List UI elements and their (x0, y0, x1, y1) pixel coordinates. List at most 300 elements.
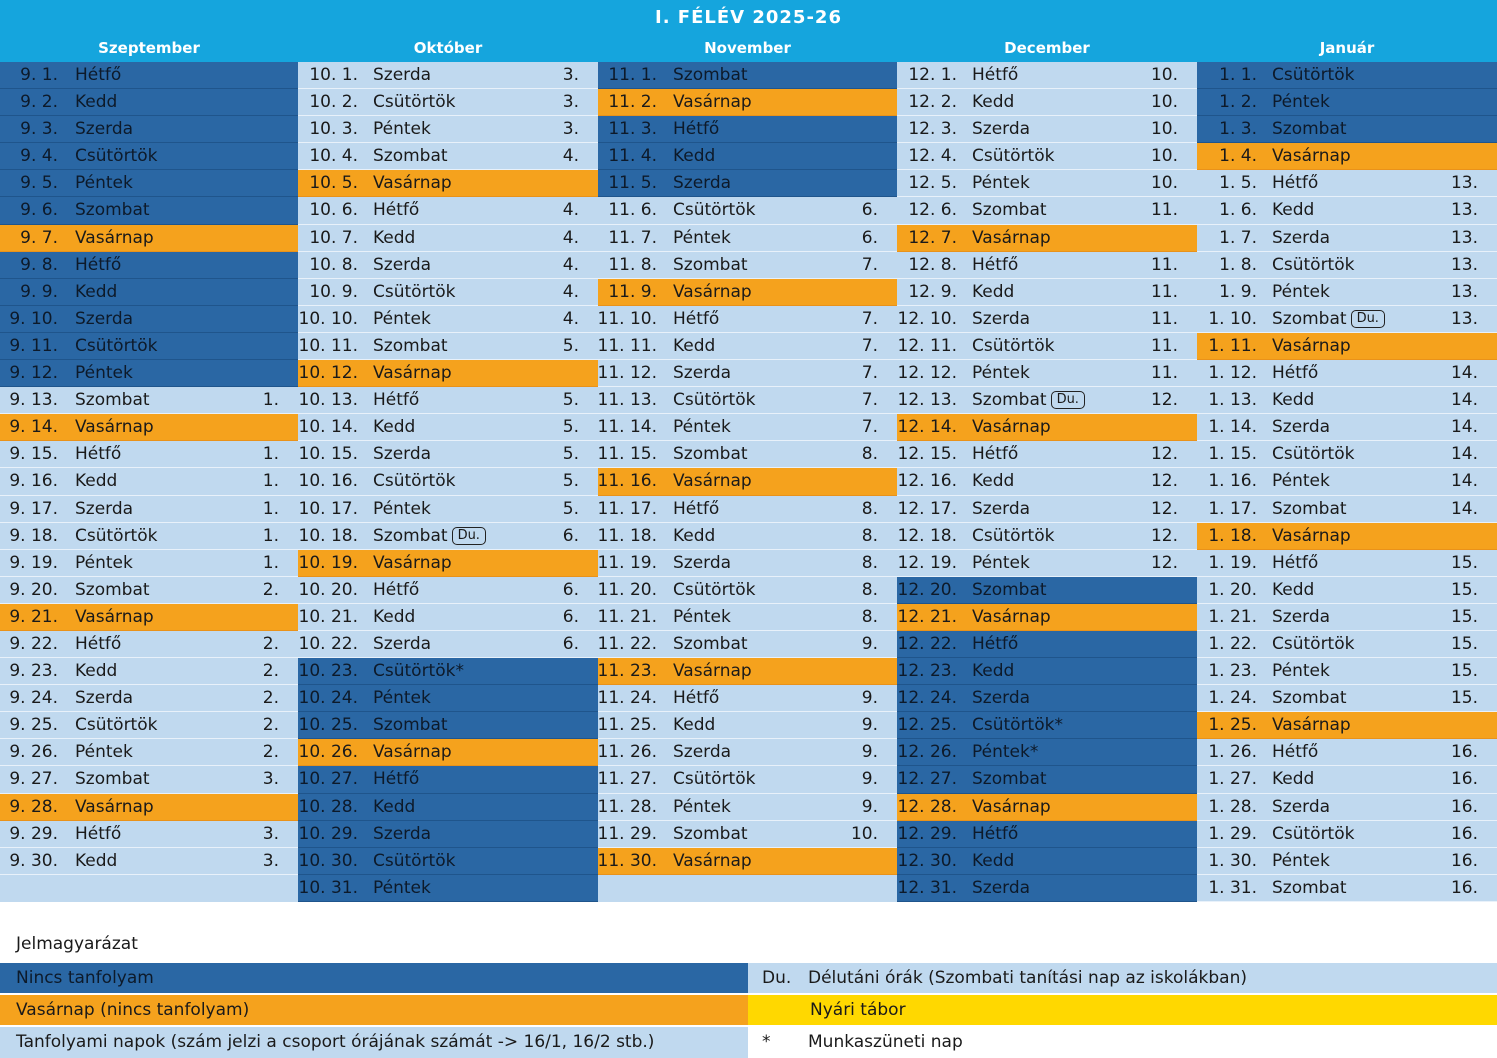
day-weekday (972, 116, 1030, 143)
weekday-label: Csütörtök* (972, 715, 1063, 736)
day-row (1197, 604, 1497, 631)
weekday-label: Vasárnap (373, 173, 452, 194)
group-lesson-number: 9. (861, 633, 878, 654)
day-date: 9. 28. (9, 796, 58, 817)
day-weekday (673, 414, 731, 441)
day-date: 12. 21. (897, 606, 957, 627)
day-weekday (373, 821, 431, 848)
day-row (897, 306, 1197, 333)
weekday-label: Vasárnap (673, 471, 752, 492)
day-weekday (75, 848, 117, 875)
day-weekday (1272, 468, 1330, 495)
weekday-label: Szerda (373, 823, 432, 844)
day-row (897, 468, 1197, 495)
weekday-label: Csütörtök (1272, 823, 1355, 844)
day-weekday (373, 739, 452, 766)
group-lesson-number: 3. (562, 119, 579, 140)
day-row (0, 739, 298, 766)
day-row (0, 116, 298, 143)
day-row (298, 414, 598, 441)
day-row (897, 197, 1197, 224)
weekday-label: Hétfő (75, 444, 122, 465)
group-lesson-number: 6. (562, 633, 579, 654)
group-lesson-number: 15. (1450, 606, 1478, 627)
day-weekday (673, 225, 731, 252)
day-weekday (373, 550, 452, 577)
day-row (298, 197, 598, 224)
group-lesson-number: 13. (1450, 173, 1478, 194)
day-weekday (75, 577, 150, 604)
day-date: 11. 20. (597, 579, 657, 600)
day-weekday (673, 197, 755, 224)
weekday-label: Csütörtök (75, 146, 158, 167)
day-weekday (373, 306, 431, 333)
legend-star-symbol: * (762, 1032, 771, 1052)
day-weekday (373, 333, 448, 360)
day-date: 12. 14. (897, 417, 957, 438)
day-date: 12. 27. (897, 769, 957, 790)
day-weekday (1272, 89, 1330, 116)
day-weekday (673, 468, 752, 495)
weekday-label: Kedd (373, 606, 416, 627)
weekday-label: Vasárnap (373, 552, 452, 573)
day-date: 10. 8. (309, 254, 358, 275)
month-header: Október (298, 34, 598, 62)
day-weekday (75, 658, 117, 685)
weekday-label: Szombat (373, 525, 448, 546)
day-row (298, 279, 598, 306)
day-weekday (673, 848, 752, 875)
weekday-label: Csütörtök (75, 715, 158, 736)
day-row (897, 496, 1197, 523)
group-lesson-number: 11. (1150, 308, 1178, 329)
day-date: 12. 25. (897, 715, 957, 736)
weekday-label: Szombat (1272, 498, 1347, 519)
day-row (897, 62, 1197, 89)
weekday-label: Csütörtök (673, 390, 756, 411)
weekday-label: Szombat (75, 579, 150, 600)
weekday-label: Hétfő (673, 498, 720, 519)
group-lesson-number: 12. (1150, 390, 1178, 411)
day-weekday (75, 387, 150, 414)
weekday-label: Csütörtök (673, 769, 756, 790)
day-row (0, 279, 298, 306)
weekday-label: Vasárnap (1272, 335, 1351, 356)
day-date: 1. 3. (1219, 119, 1257, 140)
day-row (1197, 306, 1497, 333)
weekday-label: Hétfő (972, 444, 1019, 465)
afternoon-badge: Du. (1351, 310, 1385, 328)
group-lesson-number: 16. (1450, 742, 1478, 763)
empty-row (598, 875, 897, 902)
day-date: 10. 1. (309, 65, 358, 85)
group-lesson-number: 6. (861, 200, 878, 221)
group-lesson-number: 8. (861, 444, 878, 465)
weekday-label: Vasárnap (75, 606, 154, 627)
group-lesson-number: 9. (861, 688, 878, 709)
day-row (897, 739, 1197, 766)
day-row (598, 306, 897, 333)
day-weekday (1272, 794, 1330, 821)
day-date: 10. 23. (298, 661, 358, 682)
day-row (897, 550, 1197, 577)
day-row (0, 360, 298, 387)
day-date: 9. 29. (9, 823, 58, 844)
group-lesson-number: 4. (562, 308, 579, 329)
day-row (0, 197, 298, 224)
day-date: 11. 29. (597, 823, 657, 844)
day-date: 1. 18. (1208, 525, 1257, 546)
weekday-label: Csütörtök (972, 146, 1055, 167)
weekday-label: Csütörtök (1272, 633, 1355, 654)
day-weekday (75, 550, 133, 577)
day-row (0, 414, 298, 441)
day-date: 12. 15. (897, 444, 957, 465)
weekday-label: Péntek* (972, 742, 1039, 763)
weekday-label: Hétfő (373, 579, 420, 600)
legend-star-text: Munkaszüneti nap (808, 1032, 963, 1052)
day-date: 12. 28. (897, 796, 957, 817)
day-date: 9. 9. (20, 281, 58, 302)
day-date: 9. 27. (9, 769, 58, 790)
day-date: 11. 18. (597, 525, 657, 546)
legend-title: Jelmagyarázat (16, 934, 138, 954)
day-weekday (972, 170, 1030, 197)
day-weekday (75, 739, 133, 766)
day-date: 9. 2. (20, 92, 58, 113)
day-date: 12. 16. (897, 471, 957, 492)
weekday-label: Szerda (972, 688, 1031, 709)
day-date: 10. 7. (309, 227, 358, 248)
weekday-label: Szombat (1272, 308, 1347, 329)
day-row (298, 712, 598, 739)
weekday-label: Szombat (373, 335, 448, 356)
weekday-label: Szombat (1272, 119, 1347, 140)
day-date: 10. 31. (298, 877, 358, 898)
day-date: 12. 30. (897, 850, 957, 871)
day-row (897, 143, 1197, 170)
day-row (298, 523, 598, 550)
day-date: 9. 22. (9, 633, 58, 654)
day-date: 10. 22. (298, 633, 358, 654)
weekday-label: Csütörtök (373, 471, 456, 492)
group-lesson-number: 2. (262, 715, 279, 736)
day-row (897, 794, 1197, 821)
day-date: 1. 14. (1208, 417, 1257, 438)
day-row (1197, 712, 1497, 739)
day-date: 10. 19. (298, 552, 358, 573)
weekday-label: Szerda (972, 308, 1031, 329)
weekday-label: Kedd (1272, 200, 1315, 221)
day-row (1197, 360, 1497, 387)
day-row (298, 170, 598, 197)
month-header: November (598, 34, 897, 62)
day-date: 11. 14. (597, 417, 657, 438)
day-weekday (972, 360, 1030, 387)
day-weekday (673, 685, 719, 712)
weekday-label: Vasárnap (75, 417, 154, 438)
weekday-label: Hétfő (673, 688, 720, 709)
day-row (298, 89, 598, 116)
group-lesson-number: 14. (1450, 417, 1478, 438)
day-date: 9. 26. (9, 742, 58, 763)
day-date: 9. 24. (9, 688, 58, 709)
day-weekday (1272, 766, 1314, 793)
afternoon-badge: Du. (1051, 391, 1085, 409)
group-lesson-number: 1. (262, 552, 279, 573)
day-weekday (75, 523, 157, 550)
day-weekday (75, 496, 133, 523)
group-lesson-number: 15. (1450, 661, 1478, 682)
afternoon-badge: Du. (452, 527, 486, 545)
weekday-label: Szerda (1272, 606, 1331, 627)
weekday-label: Szombat (972, 200, 1047, 221)
day-date: 9. 11. (9, 335, 58, 356)
day-date: 10. 2. (309, 92, 358, 113)
weekday-label: Szombat (972, 390, 1047, 411)
weekday-label: Vasárnap (75, 227, 154, 248)
day-weekday (972, 62, 1018, 89)
group-lesson-number: 2. (262, 661, 279, 682)
group-lesson-number: 8. (861, 498, 878, 519)
weekday-label: Hétfő (75, 254, 122, 275)
day-row (0, 685, 298, 712)
day-date: 11. 17. (597, 498, 657, 519)
weekday-label: Hétfő (373, 200, 420, 221)
day-row (298, 468, 598, 495)
day-weekday (373, 848, 455, 875)
day-weekday (1272, 658, 1330, 685)
weekday-label: Vasárnap (673, 92, 752, 113)
day-weekday (972, 414, 1051, 441)
weekday-label: Szerda (1272, 796, 1331, 817)
group-lesson-number: 15. (1450, 688, 1478, 709)
weekday-label: Szerda (75, 688, 134, 709)
day-row (0, 496, 298, 523)
day-row (0, 821, 298, 848)
day-row (298, 441, 598, 468)
group-lesson-number: 10. (1150, 119, 1178, 140)
day-date: 1. 21. (1208, 606, 1257, 627)
weekday-label: Szerda (373, 633, 432, 654)
day-date: 11. 5. (608, 173, 657, 194)
day-row (1197, 89, 1497, 116)
day-date: 10. 29. (298, 823, 358, 844)
day-date: 12. 1. (908, 65, 957, 85)
day-weekday (673, 766, 755, 793)
weekday-label: Szombat (673, 444, 748, 465)
day-date: 1. 4. (1219, 146, 1257, 167)
day-weekday (1272, 631, 1354, 658)
day-row (1197, 441, 1497, 468)
day-weekday (972, 577, 1047, 604)
weekday-label: Szerda (673, 173, 732, 194)
group-lesson-number: 3. (562, 92, 579, 113)
day-date: 12. 7. (908, 227, 957, 248)
weekday-label: Kedd (75, 92, 118, 113)
day-date: 10. 27. (298, 769, 358, 790)
day-date: 9. 14. (9, 417, 58, 438)
day-date: 1. 23. (1208, 661, 1257, 682)
group-lesson-number: 5. (562, 417, 579, 438)
day-weekday (972, 387, 1085, 414)
day-weekday (673, 496, 719, 523)
day-row (298, 766, 598, 793)
day-row (598, 794, 897, 821)
day-date: 1. 24. (1208, 688, 1257, 709)
day-row (598, 550, 897, 577)
day-date: 1. 17. (1208, 498, 1257, 519)
day-row (598, 116, 897, 143)
weekday-label: Kedd (673, 146, 716, 167)
weekday-label: Kedd (1272, 579, 1315, 600)
weekday-label: Péntek (373, 498, 431, 519)
day-row (298, 387, 598, 414)
legend-summer-camp-label: Nyári tábor (810, 1000, 906, 1020)
group-lesson-number: 3. (562, 65, 579, 85)
month-header: December (897, 34, 1197, 62)
weekday-label: Kedd (75, 850, 118, 871)
weekday-label: Szombat (75, 390, 150, 411)
day-row (598, 333, 897, 360)
weekday-label: Szombat (1272, 877, 1347, 898)
group-lesson-number: 7. (861, 335, 878, 356)
day-date: 1. 16. (1208, 471, 1257, 492)
weekday-label: Kedd (75, 471, 118, 492)
day-row (897, 360, 1197, 387)
group-lesson-number: 10. (1150, 65, 1178, 85)
day-date: 10. 21. (298, 606, 358, 627)
day-date: 9. 15. (9, 444, 58, 465)
day-row (298, 116, 598, 143)
day-weekday (75, 170, 133, 197)
day-weekday (972, 739, 1038, 766)
group-lesson-number: 12. (1150, 471, 1178, 492)
weekday-label: Vasárnap (972, 606, 1051, 627)
weekday-label: Szombat (1272, 688, 1347, 709)
day-row (0, 170, 298, 197)
weekday-label: Kedd (673, 715, 716, 736)
day-row (1197, 875, 1497, 902)
day-weekday (373, 577, 419, 604)
day-date: 11. 26. (597, 742, 657, 763)
day-row (897, 170, 1197, 197)
group-lesson-number: 10. (1150, 173, 1178, 194)
day-row (0, 89, 298, 116)
day-weekday (75, 631, 121, 658)
day-row (598, 468, 897, 495)
day-weekday (1272, 739, 1318, 766)
day-row (1197, 550, 1497, 577)
day-row (897, 658, 1197, 685)
month-column (897, 34, 1197, 902)
group-lesson-number: 7. (861, 308, 878, 329)
day-weekday (673, 821, 748, 848)
day-row (598, 197, 897, 224)
weekday-label: Kedd (972, 92, 1015, 113)
day-row (298, 875, 598, 902)
day-date: 9. 20. (9, 579, 58, 600)
day-date: 10. 6. (309, 200, 358, 221)
day-row (298, 496, 598, 523)
day-weekday (75, 604, 154, 631)
day-row (1197, 685, 1497, 712)
day-weekday (972, 143, 1054, 170)
weekday-label: Szombat (75, 769, 150, 790)
day-row (0, 658, 298, 685)
day-date: 1. 19. (1208, 552, 1257, 573)
day-date: 10. 12. (298, 363, 358, 384)
day-weekday (373, 62, 431, 89)
group-lesson-number: 1. (262, 390, 279, 411)
day-weekday (673, 739, 731, 766)
group-lesson-number: 7. (861, 390, 878, 411)
group-lesson-number: 10. (850, 823, 878, 844)
day-weekday (972, 496, 1030, 523)
day-weekday (1272, 821, 1354, 848)
day-date: 10. 15. (298, 444, 358, 465)
day-date: 10. 24. (298, 688, 358, 709)
day-date: 12. 22. (897, 633, 957, 654)
weekday-label: Szerda (673, 742, 732, 763)
day-weekday (75, 333, 157, 360)
group-lesson-number: 5. (562, 471, 579, 492)
day-row (897, 631, 1197, 658)
weekday-label: Hétfő (373, 769, 420, 790)
day-date: 11. 7. (608, 227, 657, 248)
day-date: 1. 27. (1208, 769, 1257, 790)
day-weekday (1272, 170, 1318, 197)
day-weekday (373, 170, 452, 197)
day-row (598, 712, 897, 739)
day-row (1197, 631, 1497, 658)
day-row (1197, 143, 1497, 170)
group-lesson-number: 12. (1150, 525, 1178, 546)
weekday-label: Hétfő (972, 633, 1019, 654)
day-weekday (373, 496, 431, 523)
weekday-label: Vasárnap (673, 281, 752, 302)
day-weekday (373, 523, 486, 550)
day-date: 11. 16. (597, 471, 657, 492)
group-lesson-number: 13. (1450, 308, 1478, 329)
day-row (298, 143, 598, 170)
group-lesson-number: 6. (562, 525, 579, 546)
day-row (0, 550, 298, 577)
group-lesson-number: 11. (1150, 281, 1178, 302)
day-weekday (972, 875, 1030, 902)
day-row (897, 89, 1197, 116)
day-row (598, 739, 897, 766)
group-lesson-number: 16. (1450, 850, 1478, 871)
day-row (1197, 333, 1497, 360)
day-weekday (972, 441, 1018, 468)
weekday-label: Vasárnap (373, 363, 452, 384)
day-date: 9. 17. (9, 498, 58, 519)
weekday-label: Péntek (75, 742, 133, 763)
day-row (897, 333, 1197, 360)
day-weekday (1272, 550, 1318, 577)
day-weekday (1272, 875, 1347, 902)
day-row (298, 821, 598, 848)
group-lesson-number: 11. (1150, 200, 1178, 221)
day-row (1197, 62, 1497, 89)
weekday-label: Kedd (1272, 769, 1315, 790)
weekday-label: Hétfő (1272, 552, 1319, 573)
group-lesson-number: 6. (562, 606, 579, 627)
day-date: 9. 21. (9, 606, 58, 627)
day-weekday (673, 252, 748, 279)
day-date: 10. 16. (298, 471, 358, 492)
